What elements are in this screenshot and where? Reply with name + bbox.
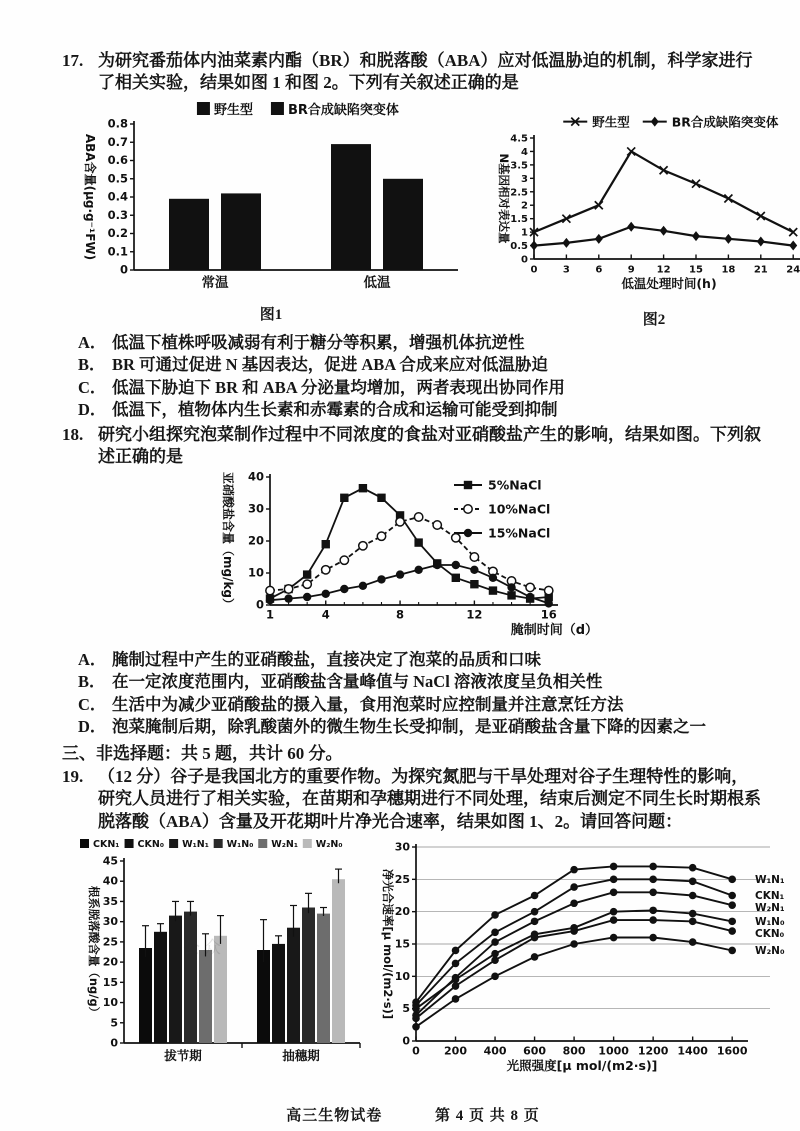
svg-text:低温: 低温 [363, 274, 391, 291]
svg-text:W₁N₀: W₁N₀ [226, 839, 254, 851]
svg-text:2: 2 [521, 200, 528, 212]
svg-text:20: 20 [247, 533, 264, 548]
svg-text:W₂N₀: W₂N₀ [755, 945, 785, 958]
svg-text:野生型: 野生型 [592, 114, 630, 130]
svg-text:800: 800 [562, 1044, 586, 1058]
svg-text:0.6: 0.6 [107, 152, 128, 167]
chart-svg-q18-fig [210, 469, 602, 641]
svg-text:18: 18 [721, 264, 736, 276]
svg-text:0.7: 0.7 [107, 134, 128, 149]
question-17 [62, 50, 800, 422]
question-18 [62, 424, 764, 739]
q17-option-c-label: C． [78, 377, 107, 397]
svg-text:光照强度[μ mol/(m2·s)]: 光照强度[μ mol/(m2·s)] [506, 1058, 658, 1074]
svg-text:0.4: 0.4 [107, 189, 128, 204]
svg-text:1: 1 [265, 607, 275, 622]
q19-figure2-chart [374, 837, 800, 1090]
svg-text:0: 0 [521, 254, 528, 266]
q17-option-b-text: BR 可通过促进 N 基因表达，促进 ABA 合成来应对低温胁迫 [112, 355, 548, 375]
q17-stem-text: 为研究番茄体内油菜素内酯（BR）和脱落酸（ABA）应对低温胁迫的机制，科学家进行了相关实验，结果如图 1 和图 2。下列有关叙述正确的是 [98, 51, 753, 93]
q18-option-b-label: B． [78, 672, 106, 692]
page-footer [62, 1104, 764, 1125]
q18-option-b [78, 671, 764, 694]
svg-text:腌制时间（d）: 腌制时间（d） [510, 622, 598, 638]
svg-text:W₁N₁: W₁N₁ [182, 839, 209, 851]
q18-option-c-text: 生活中为减少亚硝酸盐的摄入量，食用泡菜时应控制量并注意烹饪方法 [112, 694, 624, 714]
q17-option-a-label: A． [78, 332, 107, 352]
q17-figure1 [72, 98, 470, 324]
svg-text:5: 5 [110, 1016, 118, 1030]
svg-text:6: 6 [595, 264, 603, 276]
svg-text:25: 25 [102, 935, 118, 949]
q17-option-a [78, 332, 764, 355]
q17-option-d [78, 399, 764, 422]
section-header: 三、非选择题：共 5 题，共计 60 分。 [62, 743, 343, 763]
svg-text:0: 0 [119, 262, 128, 277]
footer-page-number: 第 4 页 共 8 页 [435, 1108, 540, 1125]
svg-text:0: 0 [530, 264, 538, 276]
svg-text:W₁N₁: W₁N₁ [755, 873, 785, 886]
q18-option-c-label: C． [78, 694, 107, 714]
q17-option-d-label: D． [78, 400, 107, 420]
q19-figure1 [78, 837, 366, 1082]
svg-text:W₂N₁: W₂N₁ [271, 839, 299, 851]
svg-text:5%NaCl: 5%NaCl [488, 477, 542, 493]
svg-text:0: 0 [110, 1036, 118, 1050]
q18-option-b-text: 在一定浓度范围内，亚硝酸盐含量峰值与 NaCl 溶液浓度呈负相关性 [112, 672, 603, 692]
q18-option-a-text: 腌制过程中产生的亚硝酸盐，直接决定了泡菜的品质和口味 [112, 649, 541, 669]
svg-text:1.5: 1.5 [510, 214, 528, 226]
q17-option-b-label: B． [78, 355, 106, 375]
svg-text:35: 35 [102, 895, 118, 909]
q18-options [78, 649, 764, 739]
q19-number: 19. [62, 766, 84, 786]
svg-text:0.5: 0.5 [510, 240, 528, 252]
svg-text:1000: 1000 [598, 1044, 629, 1058]
q18-number: 18. [62, 424, 84, 444]
footer-paper-title: 高三生物试卷 [286, 1108, 383, 1125]
chart-svg-q17-fig2 [488, 108, 800, 303]
scan-watermark: 公众 [183, 938, 225, 957]
q18-option-d [78, 716, 764, 739]
q19-figure2 [374, 837, 800, 1090]
svg-text:CKN₀: CKN₀ [755, 927, 785, 940]
q17-figure1-caption: 图1 [259, 306, 283, 323]
q17-figures [72, 98, 800, 329]
svg-text:25: 25 [394, 872, 410, 886]
svg-text:15: 15 [394, 937, 410, 951]
svg-text:野生型: 野生型 [213, 102, 253, 118]
q17-option-c [78, 377, 764, 400]
svg-text:5: 5 [402, 1002, 410, 1016]
svg-text:10: 10 [394, 969, 410, 983]
svg-text:常温: 常温 [201, 274, 229, 291]
q18-figure [210, 469, 764, 646]
svg-text:1: 1 [521, 227, 528, 239]
svg-text:低温处理时间(h): 低温处理时间(h) [621, 275, 717, 291]
chart-svg-q19-fig2 [374, 837, 800, 1085]
svg-text:0: 0 [255, 597, 264, 612]
svg-text:200: 200 [444, 1044, 468, 1058]
q17-figure2-caption: 图2 [642, 311, 666, 328]
svg-text:40: 40 [247, 469, 264, 484]
svg-text:CKN₀: CKN₀ [137, 839, 165, 851]
svg-text:4: 4 [321, 607, 330, 622]
q17-figure1-chart [72, 98, 470, 303]
q17-option-d-text: 低温下，植物体内生长素和赤霉素的合成和运输可能受到抑制 [112, 400, 558, 420]
svg-text:45: 45 [102, 854, 118, 868]
q17-option-a-text: 低温下植株呼吸减弱有利于糖分等积累，增强机体抗逆性 [112, 332, 525, 352]
chart-svg-q17-fig1 [72, 98, 470, 298]
svg-text:ABA含量(μg·g⁻¹FW): ABA含量(μg·g⁻¹FW) [83, 133, 97, 261]
svg-text:0.1: 0.1 [107, 244, 128, 259]
svg-text:10%NaCl: 10%NaCl [488, 501, 551, 517]
q18-option-d-text: 泡菜腌制后期，除乳酸菌外的微生物生长受抑制，是亚硝酸盐含量下降的因素之一 [112, 717, 706, 737]
q17-figure2-chart [488, 108, 800, 308]
q17-option-b [78, 354, 764, 377]
q17-stem [62, 50, 764, 95]
svg-text:0: 0 [412, 1044, 420, 1058]
svg-text:根系脱落酸含量（ng/g）: 根系脱落酸含量（ng/g） [87, 885, 101, 1019]
svg-text:1400: 1400 [677, 1044, 708, 1058]
q18-stem [62, 424, 764, 469]
q17-option-c-text: 低温下胁迫下 BR 和 ABA 分泌量均增加，两者表现出协同作用 [112, 377, 565, 397]
svg-text:4: 4 [521, 146, 528, 158]
q19-stem-text: （12 分）谷子是我国北方的重要作物。为探究氮肥与干旱处理对谷子生理特性的影响，研究人员进行了相关实验，在苗期和孕穗期进行不同处理，结束后测定不同生长时期根系脱落酸（ABA）含量及开花期叶片净光合速率，结果如图 1、2。请回答问题： [98, 766, 761, 831]
svg-text:净光合速率[μ mol/(m2·s)]: 净光合速率[μ mol/(m2·s)] [381, 868, 395, 1020]
svg-text:20: 20 [394, 905, 410, 919]
svg-text:W₂N₀: W₂N₀ [315, 839, 343, 851]
svg-text:3: 3 [562, 264, 570, 276]
svg-text:W₁N₀: W₁N₀ [755, 915, 785, 928]
svg-text:亚硝酸盐含量（mg/kg）: 亚硝酸盐含量（mg/kg） [221, 471, 235, 610]
q18-figure-chart [210, 469, 764, 646]
svg-text:1600: 1600 [716, 1044, 748, 1058]
svg-text:3.5: 3.5 [510, 160, 528, 172]
svg-text:0.2: 0.2 [107, 225, 128, 240]
q18-option-d-label: D． [78, 717, 107, 737]
svg-text:W₂N₁: W₂N₁ [755, 902, 785, 915]
svg-text:0.8: 0.8 [107, 116, 128, 131]
svg-text:600: 600 [523, 1044, 547, 1058]
svg-text:12: 12 [466, 607, 483, 622]
q17-number: 17. [62, 51, 84, 70]
svg-text:40: 40 [102, 874, 118, 888]
q19-figure1-chart [78, 837, 366, 1082]
q18-option-c [78, 694, 764, 717]
svg-text:CKN₁: CKN₁ [93, 839, 120, 851]
svg-text:400: 400 [483, 1044, 507, 1058]
svg-text:16: 16 [540, 607, 557, 622]
svg-text:N基因相对表达量: N基因相对表达量 [497, 153, 511, 244]
svg-text:0.3: 0.3 [107, 207, 128, 222]
q18-stem-text: 研究小组探究泡菜制作过程中不同浓度的食盐对亚硝酸盐产生的影响，结果如图。下列叙述正确的是 [98, 424, 761, 467]
svg-text:30: 30 [394, 840, 410, 854]
svg-text:30: 30 [247, 501, 264, 516]
q19-figures [78, 837, 785, 1090]
svg-text:20: 20 [102, 955, 118, 969]
svg-text:0.5: 0.5 [107, 171, 128, 186]
q18-option-a-label: A． [78, 649, 107, 669]
q18-option-a [78, 649, 764, 672]
svg-text:BR合成缺陷突变体: BR合成缺陷突变体 [671, 114, 779, 130]
svg-text:4.5: 4.5 [510, 133, 528, 145]
q19-stem [62, 766, 764, 833]
svg-text:3: 3 [521, 173, 528, 185]
svg-text:9: 9 [627, 264, 635, 276]
q17-options [78, 332, 764, 422]
q17-figure2 [488, 108, 800, 329]
svg-text:15%NaCl: 15%NaCl [488, 525, 551, 541]
svg-text:24: 24 [786, 264, 800, 276]
svg-text:1200: 1200 [637, 1044, 669, 1058]
svg-text:12: 12 [656, 264, 671, 276]
svg-text:BR合成缺陷突变体: BR合成缺陷突变体 [287, 102, 399, 118]
svg-text:15: 15 [689, 264, 703, 276]
question-19 [62, 766, 785, 1090]
svg-text:10: 10 [102, 996, 118, 1010]
svg-text:抽穗期: 抽穗期 [282, 1048, 320, 1064]
svg-text:2.5: 2.5 [510, 187, 528, 199]
svg-text:10: 10 [247, 565, 264, 580]
svg-text:21: 21 [753, 264, 768, 276]
svg-text:15: 15 [102, 975, 118, 989]
chart-svg-q19-fig1 [78, 837, 366, 1077]
svg-text:CKN₁: CKN₁ [755, 890, 785, 903]
svg-text:拔节期: 拔节期 [164, 1048, 202, 1064]
svg-text:30: 30 [102, 915, 118, 929]
svg-text:0: 0 [402, 1034, 410, 1048]
svg-text:8: 8 [396, 607, 405, 622]
